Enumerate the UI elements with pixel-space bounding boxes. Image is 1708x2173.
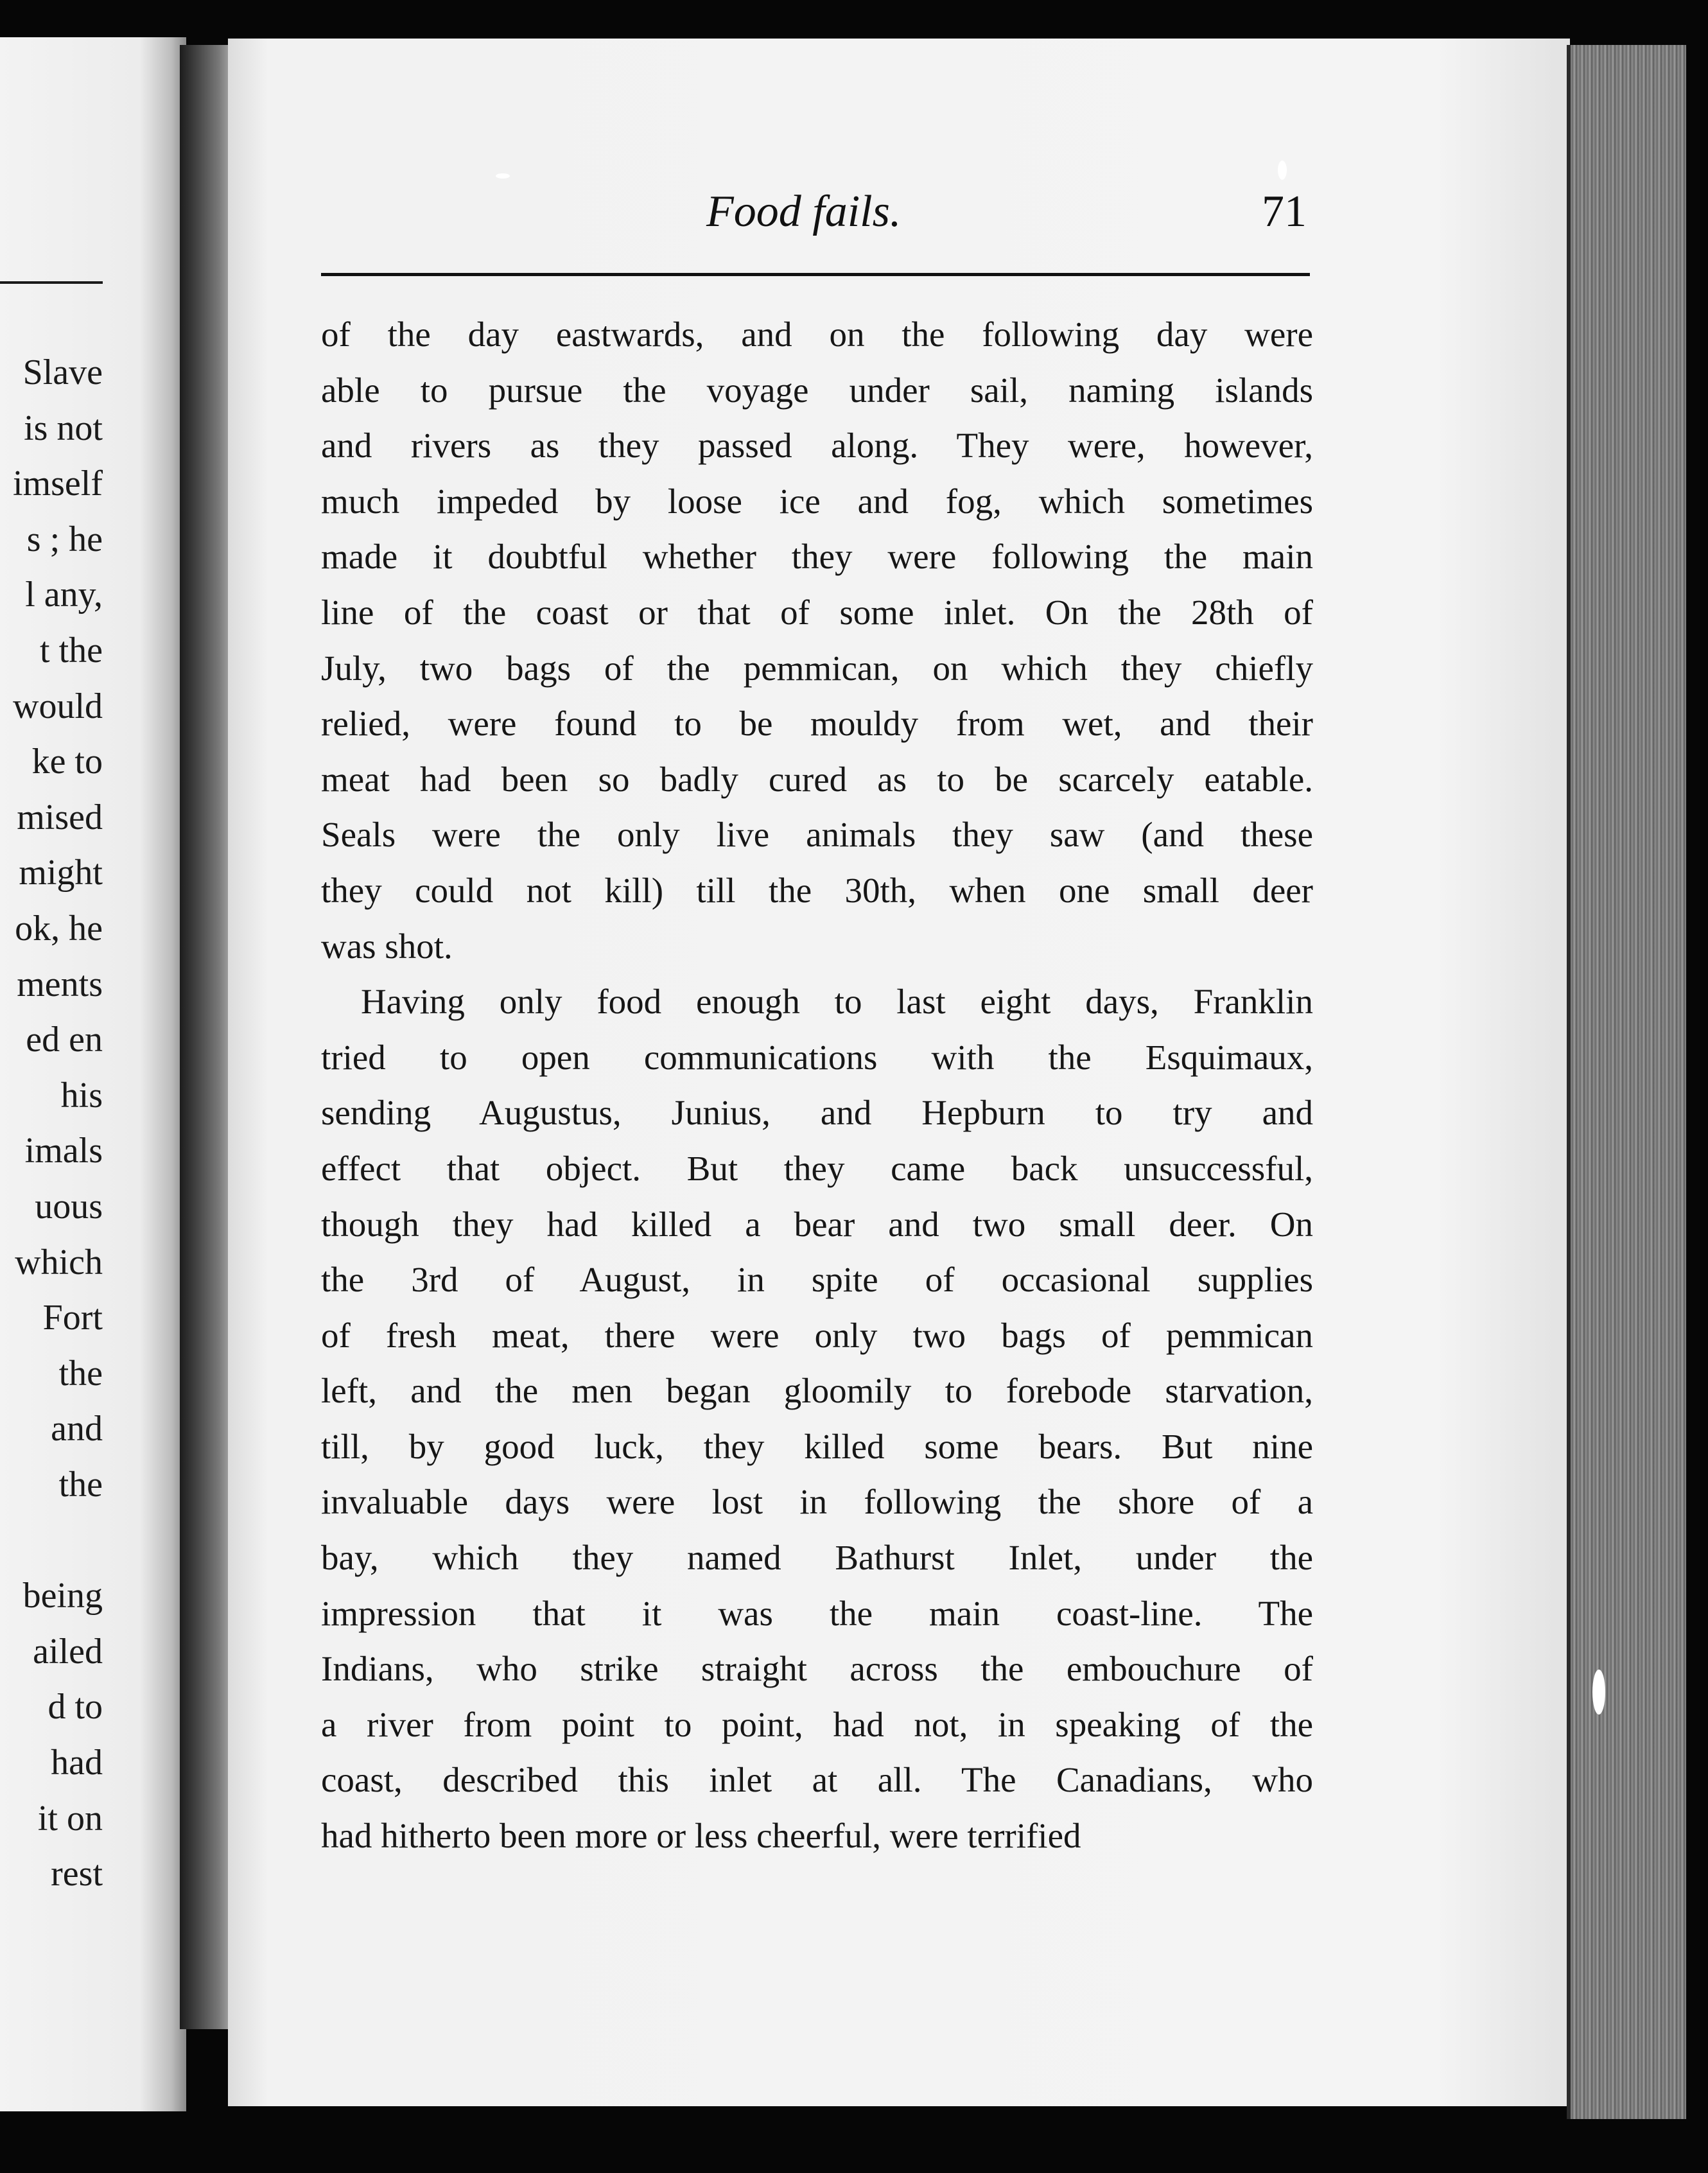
left-page-fragment: the	[58, 1354, 103, 1393]
text-line: of fresh meat, there were only two bags of pemmican	[321, 1315, 1313, 1355]
text-line: invaluable days were lost in following the shore of a	[321, 1482, 1313, 1522]
left-page-fragment: imself	[13, 464, 103, 503]
text-line: left, and the men began gloomily to forebode starvation,	[321, 1371, 1313, 1411]
text-line: able to pursue the voyage under sail, naming islands	[321, 370, 1313, 410]
text-line: meat had been so badly cured as to be scarcely eatable.	[321, 759, 1313, 799]
left-page-fragment: s ; he	[26, 519, 103, 559]
left-page-fragment: d to	[48, 1687, 103, 1727]
left-page-fragment: Fort	[42, 1298, 103, 1338]
text-line: the 3rd of August, in spite of occasional supplies	[321, 1260, 1313, 1300]
left-page-fragment: had	[51, 1743, 103, 1783]
text-line: sending Augustus, Junius, and Hepburn to try and	[321, 1093, 1313, 1133]
page-block-edge	[1567, 45, 1686, 2119]
left-page-fragment: mised	[17, 798, 103, 837]
text-line: tried to open communications with the Esquimaux,	[321, 1037, 1313, 1077]
left-page-fragment: t the	[40, 631, 103, 670]
left-page-fragment: which	[15, 1243, 103, 1282]
paragraph-1	[321, 307, 1313, 974]
text-line: and rivers as they passed along. They were, however,	[321, 426, 1313, 466]
header-rule	[321, 273, 1310, 276]
left-page-fragment: would	[13, 686, 103, 726]
text-line: Having only food enough to last eight days, Franklin	[361, 982, 1313, 1022]
text-line: coast, described this inlet at all. The Canadians, who	[321, 1760, 1313, 1800]
left-page-fragment: uous	[35, 1187, 103, 1226]
left-page	[0, 37, 186, 2111]
text-line: line of the coast or that of some inlet. On the 28th of	[321, 592, 1313, 632]
text-line: had hitherto been more or less cheerful, were terrified	[321, 1816, 1081, 1856]
left-page-fragment: the	[58, 1465, 103, 1505]
left-page-fragment: might	[19, 853, 103, 893]
paragraph-2	[321, 974, 1313, 1864]
left-page-fragment: ed en	[26, 1020, 103, 1060]
running-head: Food fails.	[706, 187, 902, 236]
text-line: till, by good luck, they killed some bears. But nine	[321, 1426, 1313, 1466]
left-page-fragment: rest	[51, 1854, 103, 1894]
text-line: effect that object. But they came back unsuccessful,	[321, 1148, 1313, 1188]
scan-speck	[1592, 1670, 1605, 1715]
scan-speck	[496, 173, 510, 179]
scan-speck	[1278, 161, 1287, 180]
left-page-fragment: is not	[24, 408, 103, 448]
text-line: made it doubtful whether they were following the main	[321, 537, 1313, 577]
text-line: bay, which they named Bathurst Inlet, under the	[321, 1538, 1313, 1578]
left-page-fragment: and	[51, 1409, 103, 1449]
text-line: though they had killed a bear and two small deer. On	[321, 1204, 1313, 1244]
text-line: Indians, who strike straight across the embouchure of	[321, 1649, 1313, 1689]
left-page-fragment: l any,	[25, 575, 103, 615]
left-page-fragment: it on	[37, 1799, 103, 1838]
text-line: impression that it was the main coast-line. The	[321, 1593, 1313, 1633]
text-line: July, two bags of the pemmican, on which they chiefly	[321, 648, 1313, 688]
text-line: was shot.	[321, 926, 453, 966]
text-line: they could not kill) till the 30th, when one small deer	[321, 870, 1313, 910]
left-page-rule	[0, 281, 103, 284]
text-line: of the day eastwards, and on the following day were	[321, 315, 1313, 354]
left-page-fragment: ke to	[31, 742, 103, 781]
body-text	[321, 307, 1313, 1864]
left-page-fragment: ok, he	[15, 909, 103, 948]
left-page-fragment: imals	[24, 1131, 103, 1171]
left-page-fragment: being	[22, 1576, 103, 1616]
page-number: 71	[1262, 187, 1307, 236]
text-line: Seals were the only live animals they saw (and these	[321, 815, 1313, 855]
text-line: a river from point to point, had not, in speaking of the	[321, 1704, 1313, 1744]
left-page-fragment: his	[60, 1076, 103, 1115]
text-line: much impeded by loose ice and fog, which sometimes	[321, 481, 1313, 521]
left-page-fragment: ailed	[33, 1632, 103, 1671]
text-line: relied, were found to be mouldy from wet, and their	[321, 704, 1313, 744]
left-page-fragment: ments	[17, 964, 103, 1004]
left-page-fragment: Slave	[22, 353, 103, 392]
